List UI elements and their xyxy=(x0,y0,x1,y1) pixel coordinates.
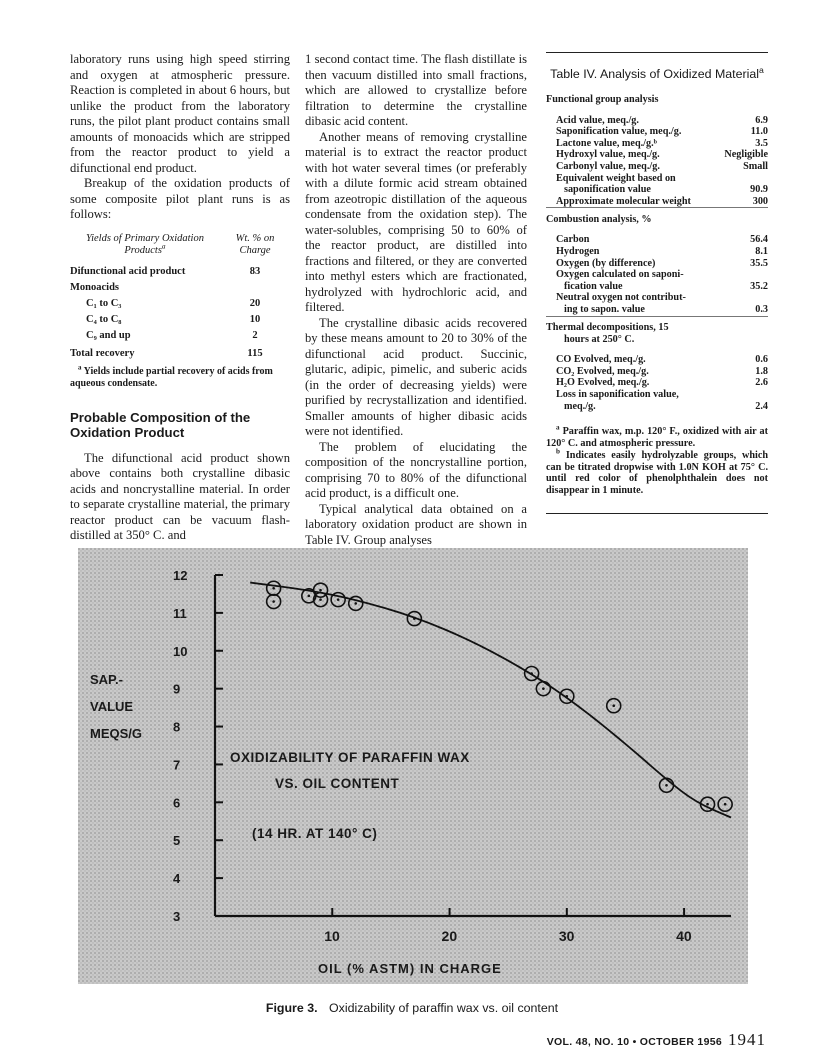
section-heading: Probable Composition of the Oxidation Product xyxy=(70,409,251,440)
figure-number: Figure 3. xyxy=(265,1001,318,1015)
table-row: CO₂ Evolved, meq./g. 1.8 xyxy=(556,365,768,377)
table-group-heading: Thermal decompositions, 15 xyxy=(546,322,669,334)
data-point-center xyxy=(354,602,357,605)
x-tick-label: 10 xyxy=(324,928,340,944)
table-row: Total recovery 115 xyxy=(70,347,263,359)
table-row: Lactone value, meq./g.ᵇ 3.5 xyxy=(556,137,768,149)
table-row: Carbonyl value, meq./g. Small xyxy=(556,160,768,172)
table-iv xyxy=(546,52,768,514)
yields-header-left: Yields of Primary Oxidation Products$^a$ xyxy=(86,232,204,256)
table-iv-body xyxy=(546,94,768,412)
table-row: Equivalent weight based on xyxy=(556,172,676,184)
data-point-center xyxy=(272,600,275,603)
table-row: CO Evolved, meq./g. 0.6 xyxy=(556,354,768,366)
table-row: Difunctional acid product 83 xyxy=(70,265,261,277)
y-tick-label: 7 xyxy=(173,757,181,773)
table-row: C₁ to C₃ 20 xyxy=(86,297,261,309)
y-tick-label: 3 xyxy=(173,909,181,924)
footnote-b: $^b$ Indicates easily hydrolyzable groups, which can be titrated dropwise with 1.0N KOH at 75° C. until red color of phenolphthalein does not disappear in 1 minute. xyxy=(546,447,769,497)
paragraph: The crystalline dibasic acids recovered by these means amount to 20 to 30% of the difunctional acid product. Succinic, glutaric, adipic, pimelic, and suberic acids (in the order of decreasing yields) were purified by recrystallization and identified. Smaller amounts of higher dibasic acids were not identified. xyxy=(305,315,527,438)
y-axis-label: VALUE xyxy=(90,699,134,714)
table-group-heading: Functional group analysis xyxy=(546,94,659,105)
yields-table xyxy=(70,233,290,362)
table-row: Hydrogen 8.1 xyxy=(556,246,768,258)
data-point-center xyxy=(542,687,545,690)
data-point-center xyxy=(566,695,569,698)
paragraph: laboratory runs using high speed stirring and oxygen at atmospheric pressure. Reaction is completed in about 6 hours, but unlike the product from the laboratory runs, the pilot plant product contains small amounts of monoacids which are stripped from the reactor product to yield a difunctional end product. xyxy=(70,52,290,175)
x-tick-label: 20 xyxy=(441,928,458,944)
chart-title: OXIDIZABILITY OF PARAFFIN WAX xyxy=(230,750,470,765)
table-row: Loss in saponification value, xyxy=(556,389,679,401)
data-point-center xyxy=(308,595,311,598)
data-point-center xyxy=(413,617,416,620)
column-2 xyxy=(305,52,527,548)
yields-header-right: Wt. % on Charge xyxy=(235,232,275,256)
y-tick-label: 11 xyxy=(173,605,187,621)
page-number: 1941 xyxy=(728,1030,766,1049)
y-tick-label: 9 xyxy=(173,681,181,697)
table-row: C₄ to C₈ 10 xyxy=(86,313,261,325)
figure-caption-text: Oxidizability of paraffin wax vs. oil content xyxy=(328,1001,559,1015)
table-row: Saponification value, meq./g. 11.0 xyxy=(556,126,768,138)
table-iv-footnotes xyxy=(546,423,769,513)
y-axis-label: MEQS/G xyxy=(90,726,143,741)
paragraph: Typical analytical data obtained on a laboratory oxidation product are shown in Table IV. Group analyses xyxy=(305,501,527,547)
y-tick-label: 8 xyxy=(173,719,181,735)
yields-footnote: $^a$ Yields include partial recovery of acids from aqueous condensate. xyxy=(70,363,273,389)
figure-caption xyxy=(0,1001,824,1015)
column-3 xyxy=(546,52,768,514)
data-point-center xyxy=(706,803,709,806)
table-row: meq./g. 2.4 xyxy=(564,400,768,412)
y-tick-label: 12 xyxy=(173,568,188,583)
y-axis-label: SAP.- xyxy=(90,672,123,687)
table-row: Monoacids xyxy=(70,281,120,293)
y-tick-label: 6 xyxy=(173,795,181,811)
chart-subtitle: VS. OIL CONTENT xyxy=(275,776,400,791)
paragraph: The difunctional acid product shown above contains both crystalline dibasic acids and noncrystalline material. In order to separate crystalline material, the primary reactor product can be vacuum flash-distilled at 350° C. and xyxy=(70,450,290,542)
paragraph: Another means of removing crystalline material is to extract the reactor product with hot water several times (or preferably with a dilute formic acid stream obtained from azeotropic distillation of the aqueous condensate from the oxidation step). The water-solubles, comprising 50 to 60% of the reactor product, are distilled into fractions and filtered, or they are converted into methyl esters which are fractionated, hydrolyzed with hydrochloric acid, and filtered. xyxy=(305,129,527,314)
data-point-center xyxy=(530,672,533,675)
table-row: Oxygen (by difference) 35.5 xyxy=(556,257,768,269)
chart-condition: (14 HR. AT 140° C) xyxy=(252,826,378,841)
data-point-center xyxy=(724,803,727,806)
x-tick-label: 30 xyxy=(558,928,575,944)
table-row: Approximate molecular weight 300 xyxy=(556,195,768,207)
table-spacer xyxy=(546,106,768,115)
table-group-heading: Combustion analysis, % xyxy=(546,213,652,225)
issue-info: VOL. 48, NO. 10 • OCTOBER 1956 xyxy=(546,1036,722,1048)
table-spacer xyxy=(546,345,768,354)
table-row: Carbon 56.4 xyxy=(556,234,768,246)
table-row: saponification value 90.9 xyxy=(564,184,768,196)
y-tick-label: 4 xyxy=(173,871,181,887)
table-spacer xyxy=(546,225,768,234)
data-point-center xyxy=(272,587,275,590)
paragraph: The problem of elucidating the composition of the noncrystalline portion, comprising 70 to 80% of the difunctional acid product, is a difficult one. xyxy=(305,439,527,500)
table-row: Neutral oxygen not contribut- xyxy=(556,292,686,304)
x-axis-label: OIL (% ASTM) IN CHARGE xyxy=(318,961,502,976)
data-point-center xyxy=(319,598,322,601)
table-row: Acid value, meq./g. 6.9 xyxy=(556,114,768,126)
y-tick-label: 10 xyxy=(173,643,188,659)
column-1-text xyxy=(70,52,290,223)
data-point-center xyxy=(337,598,340,601)
paragraph: Breakup of the oxidation products of some composite pilot plant runs is as follows: xyxy=(70,176,290,221)
data-point-center xyxy=(612,704,615,707)
y-tick-label: 5 xyxy=(173,833,181,849)
x-tick-label: 40 xyxy=(676,928,692,944)
table-row: ing to sapon. value 0.3 xyxy=(564,304,768,315)
table-row: fication value 35.2 xyxy=(564,280,768,292)
table-row: hours at 250° C. xyxy=(564,333,635,345)
table-row: Hydroxyl value, meq./g. Negligible xyxy=(556,149,768,161)
table-row: C₉ and up 2 xyxy=(86,329,258,341)
footnote-a: $^a$ Paraffin wax, m.p. 120° F., oxidized with air at 120° C. and atmospheric pressure. xyxy=(546,423,768,450)
paragraph: 1 second contact time. The flash distillate is then vacuum distilled into small fractions, which are allowed to crystallize before filtration to determine the crystalline dibasic acid content. xyxy=(305,52,527,128)
data-point-center xyxy=(665,784,668,787)
column-1 xyxy=(70,52,290,544)
table-iv-title: Table IV. Analysis of Oxidized Material$^a$ xyxy=(550,64,764,81)
figure-3-chart xyxy=(78,548,748,984)
page-footer xyxy=(547,1030,766,1050)
data-point-center xyxy=(319,589,322,592)
table-row: H₂O Evolved, meq./g. 2.6 xyxy=(556,377,768,389)
table-row: Oxygen calculated on saponi- xyxy=(556,269,684,281)
